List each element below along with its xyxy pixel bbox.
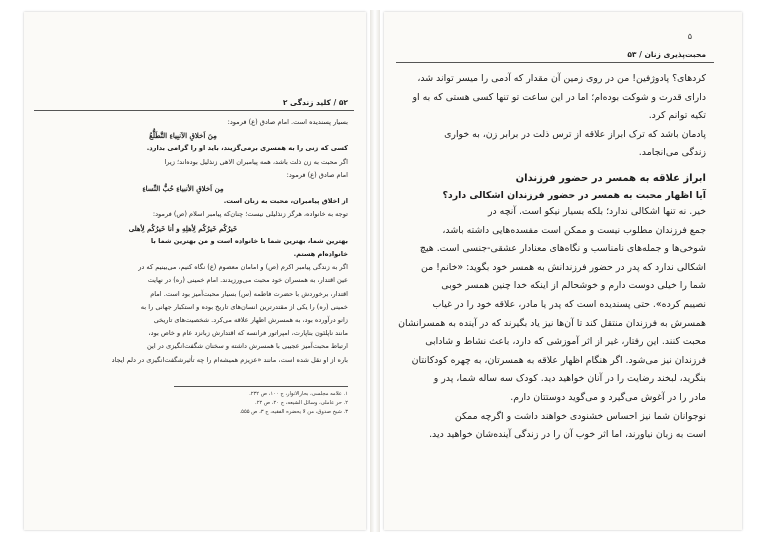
text-line: شما را خیلی دوست دارم و خوشحالم از اینکه خدا چنین همسر خوبی [441, 280, 706, 292]
text-line: پادمان باشد که ترک ابراز علاقه از ترس ذلت در برابر زن، به خواری [444, 128, 706, 140]
left-page [24, 12, 366, 530]
right-header-rule [396, 62, 714, 63]
left-header-rule [34, 110, 354, 111]
text-line: خَیرُکُم خَیرُکُم لِأهلِهِ و أنا خَیرُکُم لِأهلی [128, 223, 238, 233]
text-line: نوجوانان شما نیز احساس خشنودی خواهند داشت و اگرچه ممکن [454, 410, 706, 422]
text-line: خانواده‌ام هستم. [293, 250, 348, 259]
text-line: از اخلاق پیامبران، محبت به زنان است. [223, 197, 348, 206]
paragraph-1 [398, 70, 706, 163]
text-line: کردهای؟ پادوژفین! من در روی زمین آن مقدار که آدمی را میسر تواند شد، [417, 73, 706, 84]
text-line: زانو درآورده بود، به همسرش اظهار علاقه می‌کرد. شخصیت‌های تاریخی [153, 316, 348, 325]
book-spine [370, 10, 380, 532]
right-body-text [398, 70, 706, 445]
text-line: است به زبان نیاورند، اما اثر خوب آن را در زندگی آینده‌شان خواهید دید. [429, 429, 706, 441]
right-page-header: محبت‌پذیری زنان / ۵۳ [627, 50, 706, 59]
text-line: بسیار پسندیده است. امام صادق (ع) فرمود: [227, 118, 348, 126]
text-line: ارتباط محبت‌آمیز عجیبی با همسرش داشته و سخنان شگفت‌انگیزی در این [146, 342, 348, 351]
footnote-rule [174, 386, 348, 387]
text-line: همسرش به فرزندان منتقل کند تا آن‌ها نیز یاد بگیرند که در آینده به همسرانشان [398, 317, 706, 329]
text-line: توجه به خانواده، هرگز زنذلیلی نیست؛ چنان‌که پیامبر اسلام (ص) فرمود: [152, 210, 348, 219]
text-line: بهترین شما، بهترین شما با خانواده است و من بهترین شما با [150, 236, 348, 245]
right-page [384, 12, 742, 530]
text-line: مادر را در آغوش می‌گیرد و می‌گوید دوستتان دارم. [510, 391, 706, 403]
text-line: امام صادق (ع) فرمود: [286, 170, 348, 179]
text-line: کسی که زنی را به همسری برمی‌گزیند، باید او را گرامی بدارد. [146, 144, 348, 153]
left-page-header: ۵۲ / کلید زندگی ۲ [282, 98, 348, 107]
text-line: تکیه توانم کرد. [648, 110, 706, 122]
text-line: خیر. نه تنها اشکالی ندارد؛ بلکه بسیار نیکو است. آنچه در [487, 205, 706, 217]
left-footnotes [240, 390, 349, 417]
text-line: اگر محبت به زن ذلت باشد، همه پیامبران الاهی زنذلیل بوده‌اند؛ زیرا [164, 157, 348, 166]
footnote: ۳. شیخ صدوق، من لا یحضره الفقیه، ج ۳، ص ۵۵۵. [239, 409, 348, 415]
text-line: مانند ناپلئون بناپارت، امپراتور فرانسه که اقتدارش زبانزد عام و خاص بود، [148, 329, 348, 338]
text-line: باره از او نقل شده است، مانند «عزیزم همیشه‌ام را چه تأثیرشگفت‌انگیزی در دلم ایجاد [111, 355, 348, 364]
question-heading: آیا اظهار محبت به همسر در حضور فرزندان اشکالی دارد؟ [442, 189, 706, 201]
paragraph-2 [398, 203, 706, 445]
text-line: مِنَ اَخلاقِ الاَنبِیاءِ التَّطَلُّعُ [149, 131, 217, 141]
footnote: ۱. علامه مجلسی، بحارالانوار، ج ۱۰۰، ص ۲۳۲. [249, 391, 348, 397]
section-title: ابراز علاقه به همسر در حضور فرزندان [515, 172, 706, 184]
text-line: اقتدار، برخوردش با حضرت فاطمه (س) بسیار محبت‌آمیز بود است. امام [150, 289, 348, 298]
text-line: اگر به زندگی پیامبر اکرم (ص) و امامان معصوم (ع) نگاه کنیم، می‌بینیم که در [138, 263, 348, 272]
text-line: شوخی‌ها و جمله‌های نامناسب و نگاه‌های معنادار عشقی-جنسی است. هیچ [419, 243, 706, 255]
footnote: ۲. حر عاملی، وسائل الشیعه، ج ۲۰، ص ۲۲. [255, 400, 348, 406]
text-line: جمع فرزندان مطلوب نیست و ممکن است مفسده‌هایی داشته باشد، [442, 224, 706, 236]
text-line: خمینی (ره) را یکی از مقتدرترین انسان‌های تاریخ بوده و استکبار جهانی را به [140, 302, 348, 311]
text-line: محبت کنند. این رفتار، غیر از اثر آموزشی که دارد، باعث نشاط و شادابی [425, 336, 706, 348]
text-line: زندگی می‌انجامد. [638, 147, 706, 159]
text-line: فرزندان نیز می‌شود. اگر هنگام اظهار علاقه به همسرتان، به چهره کودکانتان [411, 354, 706, 366]
left-body-text [38, 116, 348, 367]
page-number: ۵ [687, 32, 692, 41]
text-line: اشکالی ندارد که پدر در حضور فرزندانش به همسر خود بگوید: «خانم! من [420, 261, 706, 273]
text-line: دارای قدرت و شوکت بوده‌ام؛ اما در این ساعت تو تنها کسی هستی که به او [412, 91, 706, 103]
text-line: عین اقتدار، به همسران خود محبت می‌ورزیدند. امام خمینی (ره) در نهایت [147, 276, 348, 285]
text-line: مِن اَخلاقِ الأنبیاءِ حُبُّ النِّساءِ [142, 184, 224, 194]
text-line: نصیبم کرده». حتی پسندیده است که پدر یا مادر، علاقه خود را در غیاب [432, 298, 706, 310]
text-line: بنگرید، لبخند رضایت را در آنان خواهید دید. کودک سه ساله شما، پدر و [433, 373, 706, 385]
